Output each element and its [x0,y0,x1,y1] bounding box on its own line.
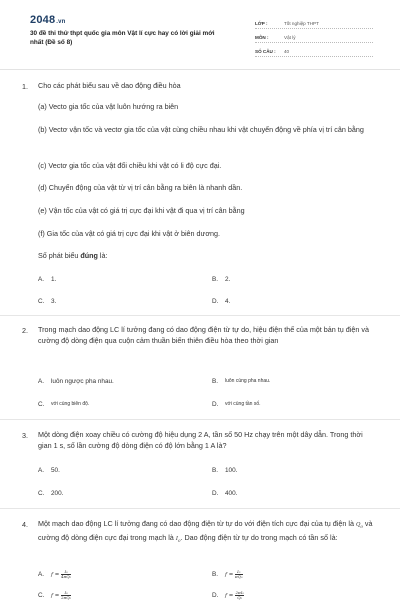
question-divider [0,315,400,316]
option-letter: B. [212,467,219,474]
option-d[interactable] [212,298,230,305]
option-d[interactable] [212,591,244,600]
option-letter: C. [38,592,45,599]
option-letter: D. [212,592,219,599]
symbol-subscript: 0 [360,524,363,530]
meta-key: SỐ CÂU : [255,49,276,54]
option-text: 4. [225,298,231,305]
question-number: 1. [22,82,28,91]
option-a[interactable] [38,378,114,385]
meta-value: Tốt nghiệp THPT [284,21,319,26]
question-text: Trong mạch dao động LC lí tưởng đang có dao động điện từ tự do, hiệu điện thế của một bản tụ điện và cường độ dòng điện qua cuộn cảm thuần biến thiên điều hòa theo thời gian [38,325,369,346]
question-divider [0,419,400,420]
formula-f: f = [225,592,234,599]
denominator: Q₀ [237,595,243,600]
option-text: 50. [51,467,60,474]
meta-row-class [255,16,373,29]
option-text: luôn cùng pha nhau. [225,378,271,384]
option-letter: A. [38,276,45,283]
question-text: Một dòng điện xoay chiều có cường độ hiệu dụng 2 A, tần số 50 Hz chạy trên một dây dẫn. Trong thời gian 1 s, số lần cường độ dòng điện có độ lớn bằng 1 A là? [38,430,363,451]
option-text: với cùng tần số. [225,401,261,407]
meta-row-subject [255,30,373,43]
statement-e: (e) Vận tốc của vật có giá trị cực đại khi vật đi qua vị trí cân bằng [38,206,245,215]
option-text: 400. [225,490,238,497]
symbol-q [356,522,363,528]
question-number: 3. [22,431,28,440]
header-divider [0,69,400,70]
option-letter: C. [38,490,45,497]
option-b[interactable] [212,378,270,385]
formula-f: f = [225,571,234,578]
statement-b: (b) Vectơ vận tốc và vectơ gia tốc của vật cùng chiều nhau khi vật chuyển động về phía vị trí cân bằng [38,125,364,134]
option-letter: B. [212,571,219,578]
option-letter: A. [38,571,45,578]
option-text: 3. [51,298,57,305]
symbol-letter: Q [355,522,361,528]
logo-suffix: .vn [56,19,66,25]
numerator: I₀ [61,570,71,575]
meta-row-count [255,44,373,57]
option-letter: C. [38,401,45,408]
denominator: 2πQ₀ [61,595,72,600]
fraction [61,591,71,600]
option-letter: A. [38,378,45,385]
text-part: Một mạch dao động LC lí tưởng đang có dao động điện từ tự do với điện tích cực đại của tụ điện là [38,519,356,528]
option-text: luôn ngược pha nhau. [51,378,114,385]
meta-key: MÔN : [255,35,269,40]
prompt-emphasis: đúng [80,251,98,260]
option-b[interactable] [212,570,243,579]
statement-d: (d) Chuyển động của vật từ vị trí cân bằng ra biên là nhanh dần. [38,183,243,192]
numerator: 2πI₀ [235,590,244,595]
document-meta [255,16,373,58]
question-divider [0,508,400,509]
option-text: 2. [225,276,231,283]
option-a[interactable] [38,467,60,474]
denominator: 4πQ₀ [61,574,72,579]
option-text: 100. [225,467,238,474]
option-d[interactable] [212,490,237,497]
site-logo[interactable] [30,14,66,26]
numerator: I₀ [235,570,243,575]
option-c[interactable] [38,298,56,305]
option-letter: D. [212,298,219,305]
statement-a: (a) Vecto gia tốc của vật luôn hướng ra biên [38,102,179,111]
option-letter: C. [38,298,45,305]
option-d[interactable] [212,401,261,408]
option-text: với cùng biên độ. [51,401,90,407]
statement-f: (f) Gia tốc của vật có giá trị cực đại khi vật ở biên dương. [38,229,221,238]
formula-f: f = [51,592,60,599]
option-letter: B. [212,378,219,385]
option-letter: D. [212,401,219,408]
option-letter: D. [212,490,219,497]
meta-value: 40 [284,49,290,54]
option-c[interactable] [38,591,71,600]
text-part: . Dao động điện từ tự do trong mạch có tần số là: [180,533,338,543]
option-b[interactable] [212,276,230,283]
option-text: 200. [51,490,64,497]
option-letter: A. [38,467,45,474]
fraction [235,591,244,600]
option-a[interactable] [38,570,71,579]
header [0,0,400,64]
fraction [61,570,71,579]
prompt-prefix: Số phát biểu [38,251,81,260]
option-a[interactable] [38,276,56,283]
symbol-subscript: 0 [177,538,181,544]
question-prompt [38,250,378,261]
denominator: πQ₀ [235,574,243,579]
meta-key: LỚP : [255,21,268,26]
option-letter: B. [212,276,219,283]
document-title: 30 đề thi thử thpt quốc gia môn Vật lí cực hay có lời giải mới nhất (Đề số 8) [30,30,215,46]
symbol-letter: I [175,536,178,543]
text-part: và cường độ dòng điện cực đại trong mạch là [38,519,373,543]
option-text: 1. [51,276,57,283]
question-number: 4. [22,520,28,529]
option-b[interactable] [212,467,237,474]
option-c[interactable] [38,401,89,408]
question-text: Cho các phát biểu sau về dao động điều hòa [38,81,181,90]
fraction [235,570,243,579]
logo-main: 2048 [30,14,56,26]
meta-value: Vật lý [284,35,296,40]
question-number: 2. [22,326,28,335]
option-c[interactable] [38,490,63,497]
numerator: I₀ [61,591,71,596]
prompt-suffix: là: [97,251,108,260]
statement-c: (c) Vectơ gia tốc của vật đổi chiều khi vật có li độ cực đại. [38,161,222,170]
question-text [38,518,378,547]
formula-f: f = [51,571,60,578]
